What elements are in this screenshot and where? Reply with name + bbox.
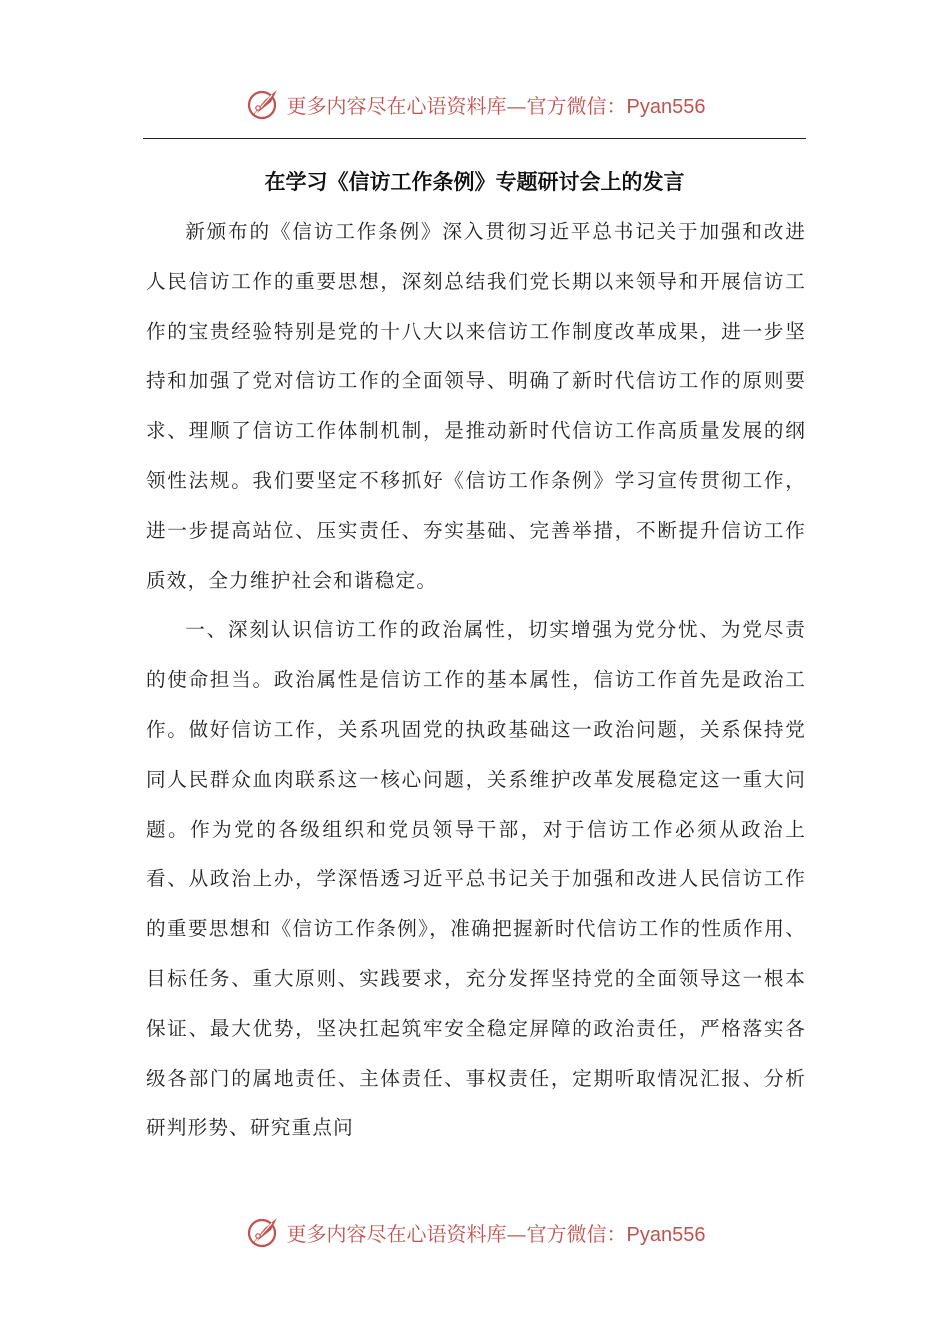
quill-logo-icon bbox=[245, 1214, 281, 1250]
footer-banner bbox=[0, 1210, 950, 1254]
document-body bbox=[146, 207, 806, 1153]
paragraph-intro: 新颁布的《信访工作条例》深入贯彻习近平总书记关于加强和改进人民信访工作的重要思想，深刻总结我们党长期以来领导和开展信访工作的宝贵经验特别是党的十八大以来信访工作制度改革成果，进一步坚持和加强了党对信访工作的全面领导、明确了新时代信访工作的原则要求、理顺了信访工作体制机制，是推动新时代信访工作高质量发展的纲领性法规。我们要坚定不移抓好《信访工作条例》学习宣传贯彻工作，进一步提高站位、压实责任、夯实基础、完善举措，不断提升信访工作质效，全力维护社会和谐稳定。 bbox=[146, 220, 806, 592]
document-title: 在学习《信访工作条例》专题研讨会上的发言 bbox=[264, 170, 685, 194]
header-banner-text bbox=[287, 90, 706, 119]
header-banner bbox=[0, 82, 950, 126]
footer-banner-text bbox=[287, 1218, 706, 1247]
footer-banner-label: 更多内容尽在心语资料库—官方微信： bbox=[286, 1221, 627, 1246]
footer-banner-handle: Pyan556 bbox=[626, 1223, 706, 1246]
quill-logo-icon bbox=[245, 86, 281, 122]
header-banner-handle: Pyan556 bbox=[626, 95, 706, 118]
header-banner-label: 更多内容尽在心语资料库—官方微信： bbox=[286, 93, 627, 118]
paragraph-section-one: 一、深刻认识信访工作的政治属性，切实增强为党分忧、为党尽责的使命担当。政治属性是信访工作的基本属性，信访工作首先是政治工作。做好信访工作，关系巩固党的执政基础这一政治问题，关系保持党同人民群众血肉联系这一核心问题，关系维护改革发展稳定这一重大问题。作为党的各级组织和党员领导干部，对于信访工作必须从政治上看、从政治上办，学深悟透习近平总书记关于加强和改进人民信访工作的重要思想和《信访工作条例》，准确把握新时代信访工作的性质作用、目标任务、重大原则、实践要求，充分发挥坚持党的全面领导这一根本保证、最大优势，坚决扛起筑牢安全稳定屏障的政治责任，严格落实各级各部门的属地责任、主体责任、事权责任，定期听取情况汇报、分析研判形势、研究重点问 bbox=[146, 618, 806, 1140]
header-rule bbox=[143, 138, 806, 139]
